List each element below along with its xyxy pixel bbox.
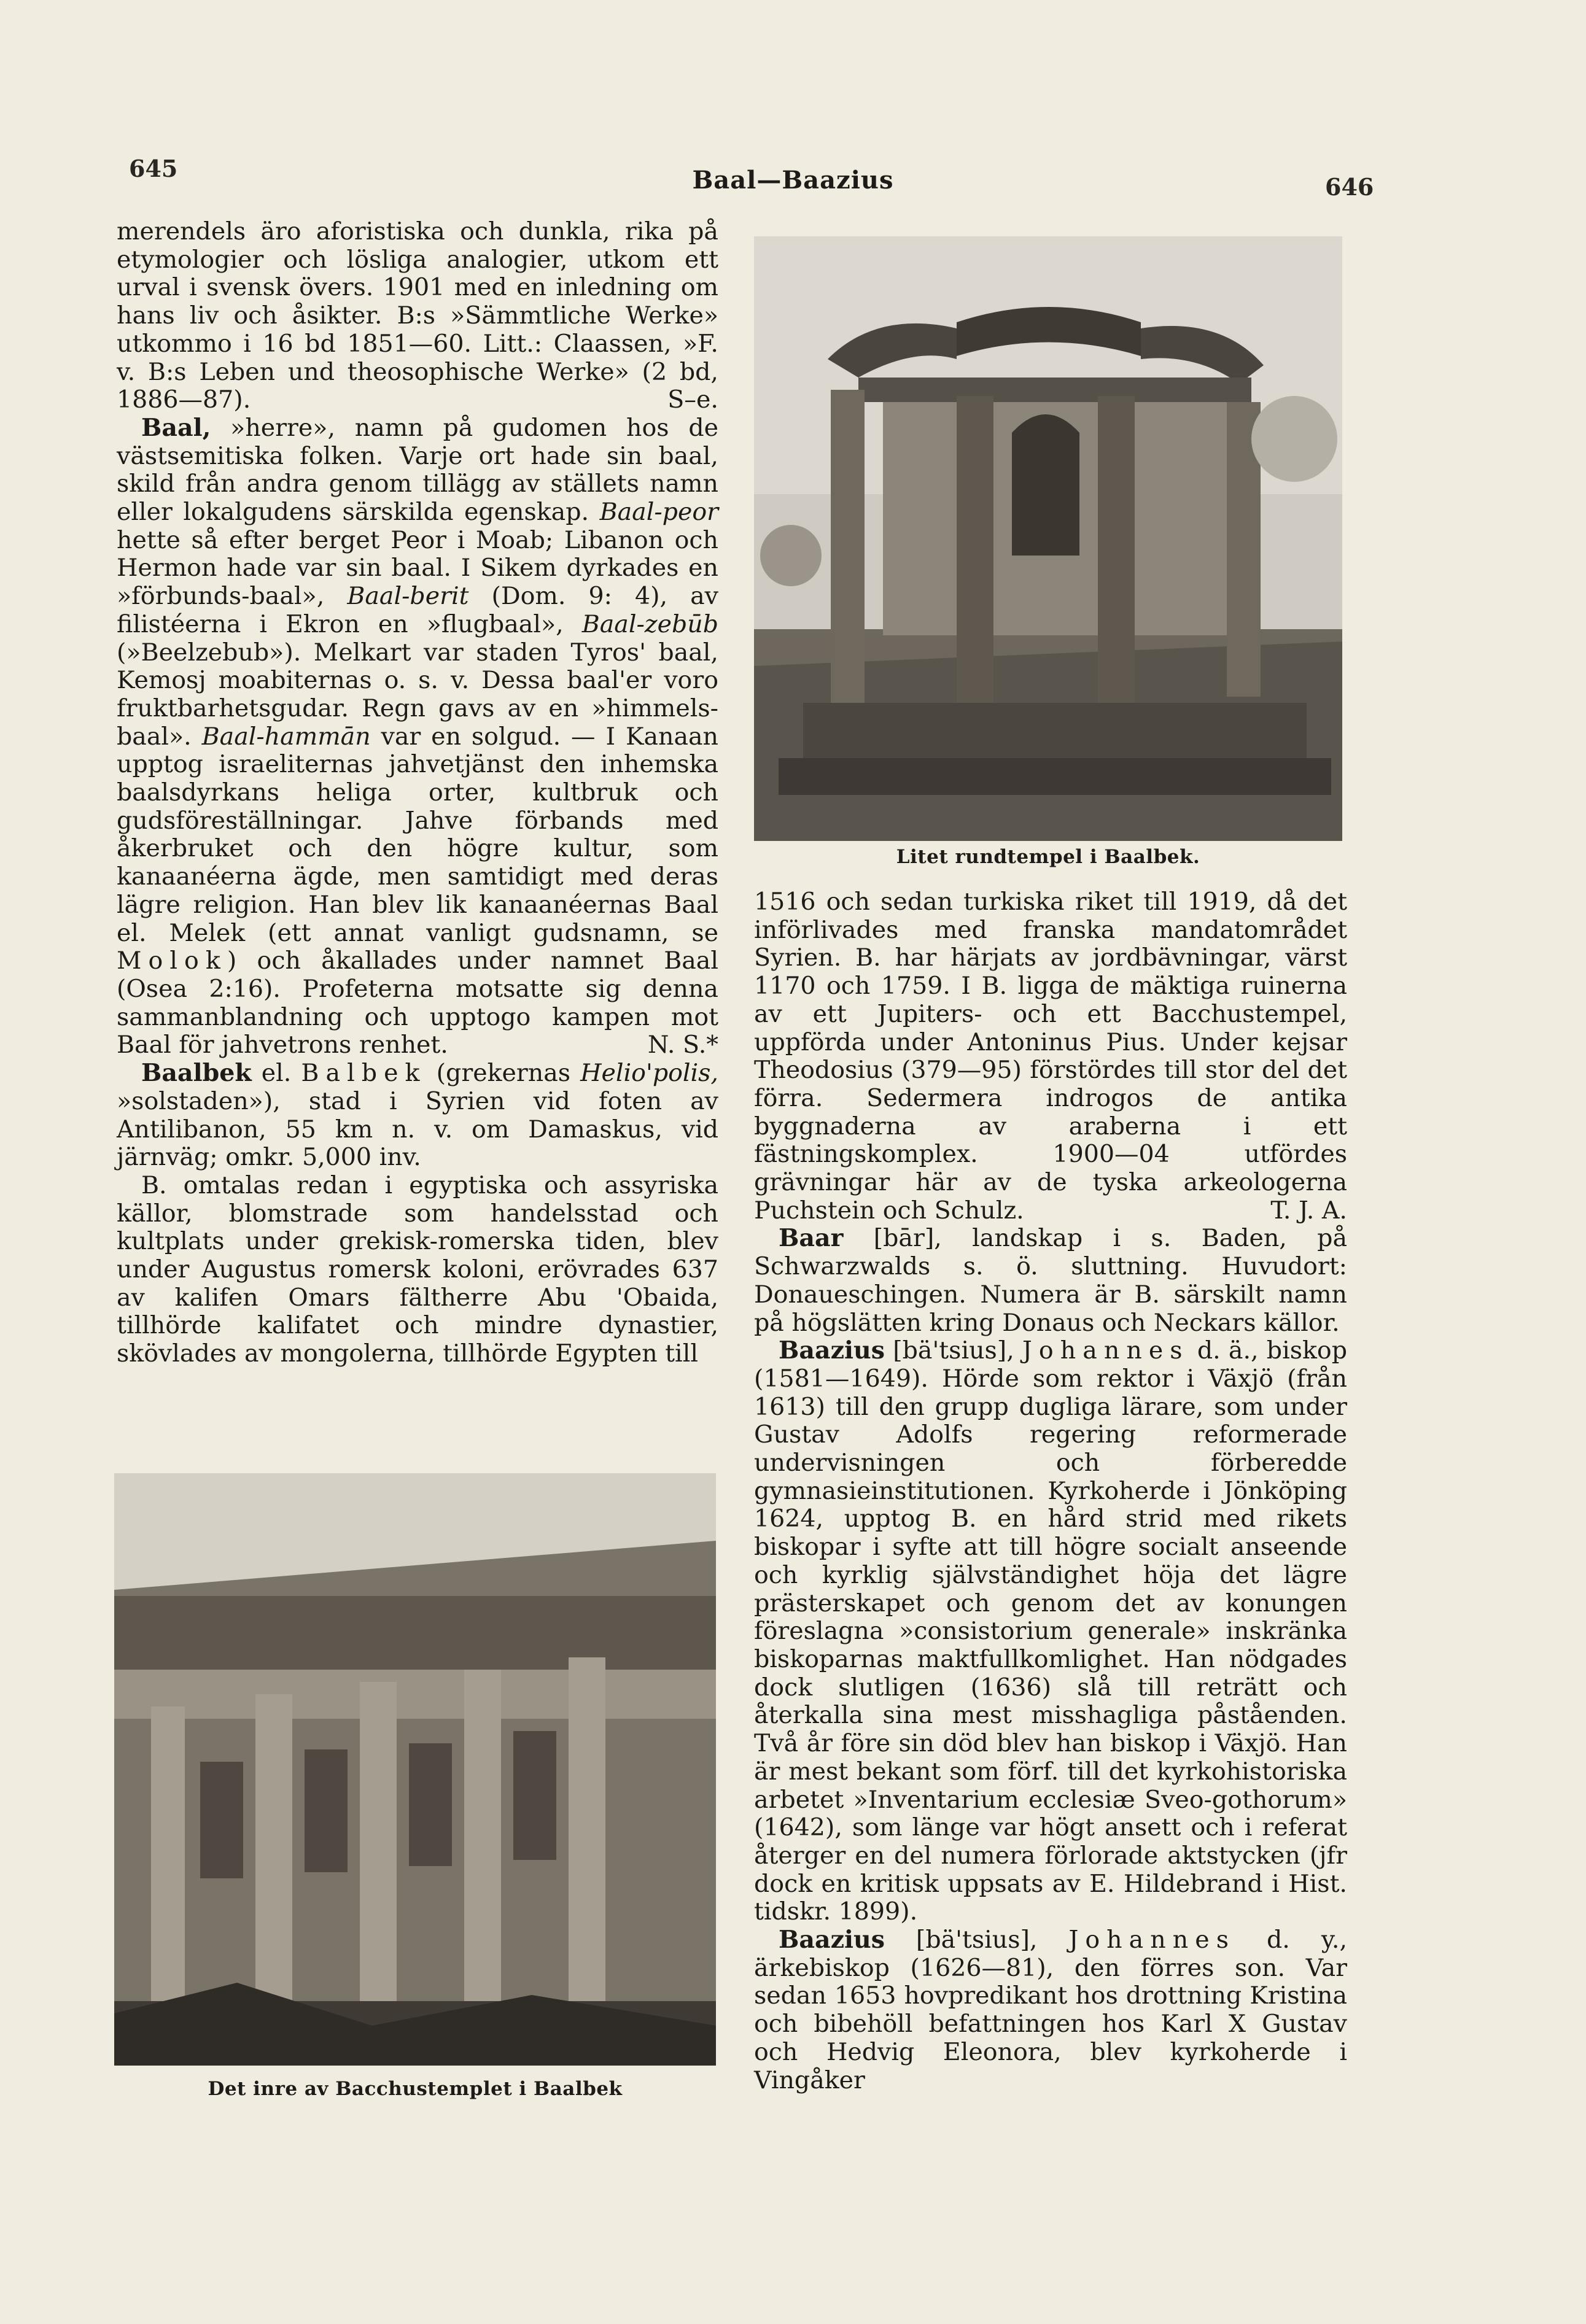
italic-term: Baal-zebūb	[581, 610, 718, 638]
entry-baazius-elder	[754, 1337, 1347, 1926]
entry-text: hette så efter berget Peor i Moab; Libanon och Hermon hade var sin baal. I Sikem dyrkades en »förbunds-baal»,	[117, 525, 718, 611]
entry-text: 1516 och sedan turkiska riket till 1919, då det införlivades med franska mandatområdet Syrien. B. har härjats av jordbävningar, värst 1170 och 1759. I B. ligga de mäktiga ruinerna av ett Jupiters- och ett Bacchustempel, uppförda under Antoninus Pius. Under kejsar Theodosius (379—95) förstördes till stor del det förra. Sedermera indrogos de antika byggnaderna av araberna i ett fästningskomplex. 1900—04 utfördes grävningar här av de tyska arkeologerna Puchstein och Schulz.	[754, 888, 1347, 1225]
entry-baazius-younger	[754, 1926, 1347, 2094]
italic-term: Baal-hammān	[201, 722, 371, 751]
round-temple-illustration	[754, 236, 1342, 841]
headword: Baalbek	[141, 1059, 252, 1088]
entry-baal	[117, 414, 718, 1059]
entry-text: [bä'tsius],	[884, 1926, 1069, 1954]
headword: Baazius	[779, 1926, 885, 1954]
page-number-right: 646	[1325, 173, 1374, 201]
spaced-name: Johannes	[1068, 1926, 1236, 1954]
entry-baalbek	[117, 1059, 718, 1172]
entry-baalbek-continuation	[754, 888, 1347, 1225]
entry-text: [bä'tsius],	[884, 1336, 1022, 1365]
italic-term: Baal-peor	[599, 498, 718, 527]
entry-text: (grekernas	[426, 1059, 581, 1088]
page-number-left: 645	[129, 155, 178, 182]
headword: Baazius	[779, 1336, 885, 1365]
spaced-name: Balbek	[301, 1059, 427, 1088]
cross-reference: Molok	[117, 947, 227, 975]
italic-term: Helio'polis,	[580, 1059, 718, 1088]
figure-caption-round-temple: Litet rundtempel i Baalbek.	[896, 846, 1200, 868]
photo-bacchus-temple-interior	[114, 1473, 716, 2066]
entry-text: »herre», namn på gudomen hos de västsemitiska folken. Varje ort hade sin baal, skild från andra genom tillägg av ställets namn eller lokalgudens särskilda egenskap.	[117, 413, 718, 527]
author-signature: T. J. A.	[1270, 1196, 1347, 1225]
bacchus-temple-illustration	[114, 1473, 716, 2066]
figure-caption-bacchus-temple: Det inre av Bacchustemplet i Baalbek	[208, 2078, 623, 2100]
right-column	[754, 888, 1347, 2094]
entry-text: d. ä., biskop (1581—1649). Hörde som rektor i Växjö (från 1613) till den grupp dugliga lärare, som under Gustav Adolfs regering reformerade undervisningen och förberedde gymnasieinstitutionen. Kyrkoherde i Jönköping 1624, upptog B. en hård strid med rikets biskopar i syfte att till högre socialt anseende och kyrklig självständighet höja det lägre prästerskapet och genom det av konungen föreslagna »consistorium generale» inskränka biskoparnas maktfullkomlighet. Han nödgades dock slutligen (1636) slå till reträtt och återkalla sina mest misshagliga påståenden. Två år före sin död blev han biskop i Växjö. Han är mest bekant som förf. till det kyrkohistoriska arbetet »Inventarium ecclesiæ Sveo-gothorum» (1642), som länge var högt ansett och i referat återger en del numera förlorade aktstycken (jfr dock en kritisk uppsats av E. Hildebrand i Hist. tidskr. 1899).	[754, 1336, 1347, 1926]
entry-text: el.	[251, 1059, 301, 1088]
italic-term: Baal-berit	[347, 582, 469, 611]
entry-text: merendels äro aforistiska och dunkla, rika på etymologier och lösliga analogier, utkom ett urval i svensk övers. 1901 med en inledning om hans liv och åsikter. B:s »Sämmtliche Werke» utkommo i 16 bd 1851—60. Litt.: Claassen, »F. v. B:s Leben und theosophische Werke» (2 bd, 1886—87).	[117, 217, 718, 414]
photo-round-temple	[754, 236, 1342, 841]
entry-baar	[754, 1225, 1347, 1337]
spaced-name: Johannes	[1022, 1336, 1189, 1365]
left-column	[117, 218, 718, 1368]
author-signature: S–e.	[667, 385, 718, 414]
entry-text: d. y., ärkebiskop (1626—81), den förres son. Var sedan 1653 hovpredikant hos drottning Kristina och bibehöll befattningen hos Karl X Gustav och Hedvig Eleonora, blev kyrkoherde i Vingåker	[754, 1926, 1347, 2094]
running-head: Baal—Baazius	[692, 166, 894, 195]
entry-text: var en solgud. — I Kanaan upptog israeliternas jahvetjänst den inhemska baalsdyrkans heliga orter, kultbruk och gudsföreställningar. Jahve förbands med åkerbruket och den högre kultur, som kanaanéerna ägde, men samtidigt med deras lägre religion. Han blev lik kanaanéernas Baal el. Melek (ett annat vanligt gudsnamn, se	[117, 722, 718, 947]
headword: Baal,	[141, 413, 211, 442]
entry-text: (Dom. 9: 4), av filistéerna i Ekron en »flugbaal»,	[117, 582, 718, 638]
entry-baalbek-history: B. omtalas redan i egyptiska och assyriska källor, blomstrade som handelsstad och kultplats under grekisk-romerska tiden, blev under Augustus romersk koloni, erövrades 637 av kalifen Omars fältherre Abu 'Obaida, tillhörde kalifatet och mindre dynastier, skövlades av mongolerna, tillhörde Egypten till	[117, 1171, 718, 1368]
entry-text: »solstaden»), stad i Syrien vid foten av Antilibanon, 55 km n. v. om Damaskus, vid järnväg; omkr. 5,000 inv.	[117, 1086, 718, 1172]
entry-text: ) och åkallades under namnet Baal (Osea 2:16). Profeterna motsatte sig denna sammanblandning och upptogo kampen mot Baal för jahvetrons renhet.	[117, 947, 718, 1059]
entry-continuation	[117, 218, 718, 414]
entry-text: [bār], landskap i s. Baden, på Schwarzwalds s. ö. sluttning. Huvudort: Donaueschingen. Numera är B. särskilt namn på högslätten kring Donaus och Neckars källor.	[754, 1224, 1347, 1337]
author-signature: N. S.*	[647, 1031, 718, 1059]
entry-text: (»Beelzebub»). Melkart var staden Tyros' baal, Kemosj moabiternas o. s. v. Dessa baal'er voro fruktbarhetsgudar. Regn gavs av en »himmels-baal».	[117, 638, 718, 751]
headword: Baar	[779, 1224, 844, 1253]
